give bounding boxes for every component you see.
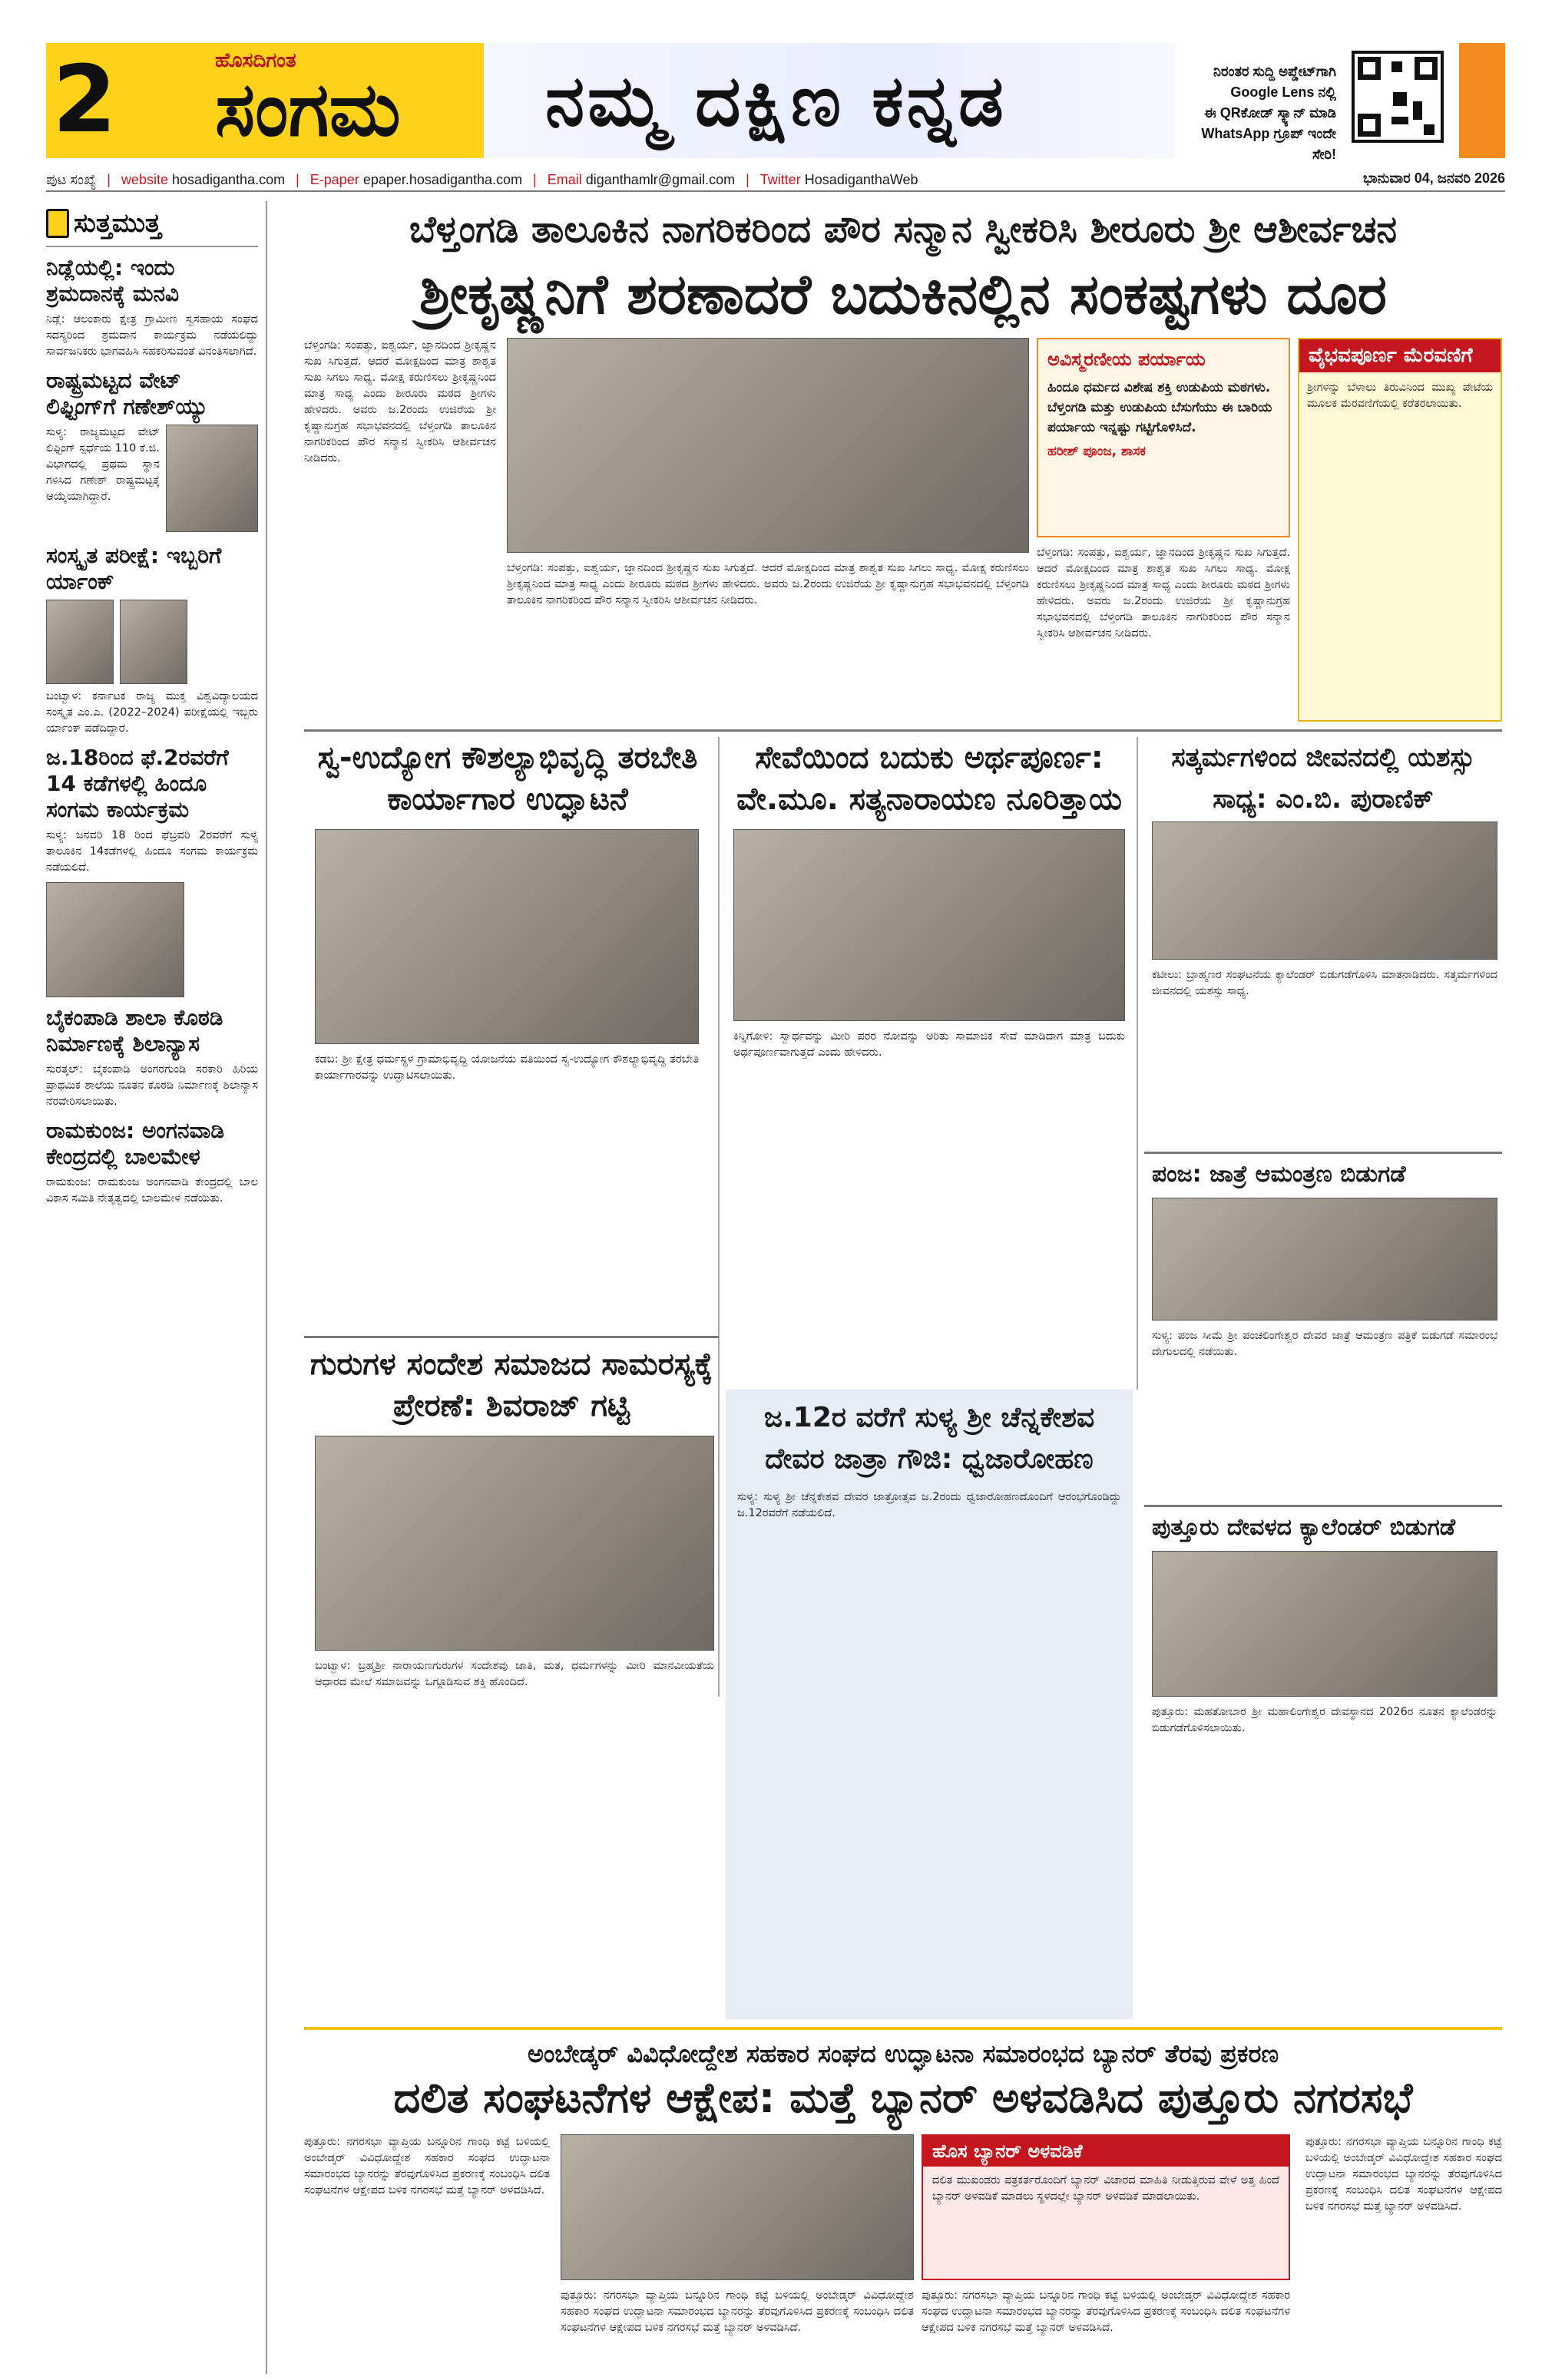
brand-big: ಸಂಗಮ bbox=[215, 66, 401, 154]
lead-kicker: ಬೆಳ್ತಂಗಡಿ ತಾಲೂಕಿನ ನಾಗರಿಕರಿಂದ ಪೌರ ಸನ್ಮಾನ ಸ್ವೀಕರಿಸಿ ಶೀರೂರು ಶ್ರೀ ಆಶೀರ್ವಚನ bbox=[409, 208, 1398, 251]
qr-note-line: Google Lens ನಲ್ಲಿ bbox=[1230, 84, 1336, 100]
bottom-body: ಪುತ್ತೂರು: ನಗರಸಭಾ ವ್ಯಾಪ್ತಿಯ ಬನ್ನೂರಿನ ಗಾಂಧಿ ಕಟ್ಟೆ ಬಳಿಯಲ್ಲಿ ಅಂಬೇಡ್ಕರ್ ವಿವಿಧೋದ್ದೇಶ ಸಹಕಾರ ಸಂಘದ ಉದ್ಘಾಟನಾ ಸಮಾರಂಭದ ಬ್ಯಾನರನ್ನು ತೆರವುಗೊಳಿಸಿದ ಪ್ರಕರಣಕ್ಕೆ ಸಂಬಂಧಿಸಿ ದಲಿತ ಸಂಘಟನೆಗಳ ಆಕ್ಷೇಪದ ಬಳಿಕ ನಗರಸಭೆ ಮತ್ತೆ ಬ್ಯಾನರ್ ಅಳವಡಿಸಿದೆ. bbox=[304, 2136, 550, 2197]
bottom-headline: ದಲಿತ ಸಂಘಟನೆಗಳ ಆಕ್ಷೇಪ: ಮತ್ತೆ ಬ್ಯಾನರ್ ಅಳವಡಿಸಿದ ಪುತ್ತೂರು ನಗರಸಭೆ bbox=[393, 2074, 1413, 2122]
divider bbox=[718, 737, 720, 1697]
story-body: ಪುತ್ತೂರು: ಮಹತೋಬಾರ ಶ್ರೀ ಮಹಾಲಿಂಗೇಶ್ವರ ದೇವಸ್ಥಾನದ 2026ರ ನೂತನ ಕ್ಯಾಲೆಂಡರನ್ನು ಬಿಡುಗಡೆಗೊಳಿಸಲಾಯಿತು. bbox=[1152, 1706, 1497, 1734]
brand-small: ಹೊಸದಿಗಂತ bbox=[215, 49, 296, 72]
bottom-body-cont: ಪುತ್ತೂರು: ನಗರಸಭಾ ವ್ಯಾಪ್ತಿಯ ಬನ್ನೂರಿನ ಗಾಂಧಿ ಕಟ್ಟೆ ಬಳಿಯಲ್ಲಿ ಅಂಬೇಡ್ಕರ್ ವಿವಿಧೋದ್ದೇಶ ಸಹಕಾರ ಸಂಘದ ಉದ್ಘಾಟನಾ ಸಮಾರಂಭದ ಬ್ಯಾನರನ್ನು ತೆರವುಗೊಳಿಸಿದ ಪ್ರಕರಣಕ್ಕೆ ಸಂಬಂಧಿಸಿ ದಲಿತ ಸಂಘಟನೆಗಳ ಆಕ್ಷೇಪದ ಬಳಿಕ ನಗರಸಭೆ ಮತ್ತೆ ಬ್ಯಾನರ್ ಅಳವಡಿಸಿದೆ. bbox=[922, 2289, 1290, 2334]
paryaya-title: ಅವಿಸ್ಮರಣೀಯ ಪರ್ಯಾಯ bbox=[1047, 349, 1206, 370]
twitter-label: Twitter bbox=[759, 171, 801, 187]
story-headline: ಸೇವೆಯಿಂದ ಬದುಕು ಅರ್ಥಪೂರ್ಣ: ವೇ.ಮೂ. ಸತ್ಯನಾರಾಯಣ ನೂರಿತ್ತಾಯ bbox=[736, 740, 1122, 817]
date: ಭಾನುವಾರ 04, ಜನವರಿ 2026 bbox=[1362, 170, 1505, 186]
left-headline: ಸಂಸ್ಕೃತ ಪರೀಕ್ಷೆ: ಇಬ್ಬರಿಗೆ ರ್ಯಾಂಕ್ bbox=[46, 543, 222, 594]
bottom-kicker: ಅಂಬೇಡ್ಕರ್ ವಿವಿಧೋದ್ದೇಶ ಸಹಕಾರ ಸಂಘದ ಉದ್ಘಾಟನಾ ಸಮಾರಂಭದ ಬ್ಯಾನರ್ ತೆರವು ಪ್ರಕರಣ bbox=[527, 2039, 1279, 2068]
banner-photo bbox=[561, 2134, 914, 2280]
qr-note-line: ಈ QRಕೋಡ್ ಸ್ಕ್ಯಾನ್ ಮಾಡಿ bbox=[1204, 105, 1336, 121]
divider bbox=[1144, 1505, 1502, 1507]
title-box bbox=[484, 43, 1175, 158]
left-body: ಸುರತ್ಕಲ್: ಬೈಕಂಪಾಡಿ ಅಂಗರಗುಂಡಿ ಸರಕಾರಿ ಹಿರಿಯ ಪ್ರಾಥಮಿಕ ಶಾಲೆಯ ನೂತನ ಕೊಠಡಿ ನಿರ್ಮಾಣಕ್ಕೆ ಶಿಲಾನ್ಯಾಸ ನೆರವೇರಿಸಲಾಯಿತು. bbox=[46, 1063, 258, 1108]
qr-note-line: ನಿರಂತರ ಸುದ್ದಿ ಅಪ್ಡೇಟ್‌ಗಾಗಿ bbox=[1213, 64, 1336, 79]
left-headline: ಬೈಕಂಪಾಡಿ ಶಾಲಾ ಕೊಠಡಿ ನಿರ್ಮಾಣಕ್ಕೆ ಶಿಲಾನ್ಯಾಸ bbox=[46, 1005, 223, 1056]
website-label: website bbox=[121, 171, 168, 187]
bottom-box-title: ಹೊಸ ಬ್ಯಾನರ್ ಅಳವಡಿಕೆ bbox=[923, 2136, 1289, 2167]
left-headline: ರಾಷ್ಟ್ರಮಟ್ಟದ ವೇಟ್ ಲಿಫ್ಟಿಂಗ್‌ಗೆ ಗಣೇಶ್‌ಯ್ಯು bbox=[46, 368, 209, 419]
email-link[interactable]: diganthamlr@gmail.com bbox=[585, 171, 736, 187]
side-box bbox=[1298, 338, 1502, 722]
story-photo bbox=[733, 829, 1125, 1021]
photo bbox=[46, 882, 184, 997]
paryaya-body: ಹಿಂದೂ ಧರ್ಮದ ವಿಶೇಷ ಶಕ್ತಿ ಉಡುಪಿಯ ಮಠಗಳು. ಬೆಳ್ತಂಗಡಿ ಮತ್ತು ಉಡುಪಿಯ ಬೆಸುಗೆಯು ಈ ಬಾರಿಯ ಪರ್ಯಾಯ ಇನ್ನಷ್ಟು ಗಟ್ಟಿಗೊಳಿಸಿದೆ. bbox=[1047, 380, 1272, 435]
left-headline: ನಿಡ್ಲೆಯಲ್ಲಿ: ಇಂದು ಶ್ರಮದಾನಕ್ಕೆ ಮನವಿ bbox=[46, 255, 180, 306]
divider bbox=[304, 2027, 1502, 2030]
brand-box bbox=[123, 43, 484, 158]
side-box-title: ವೈಭವಪೂರ್ಣ ಮೆರವಣಿಗೆ bbox=[1299, 339, 1501, 372]
lead-body-cont: ಬೆಳ್ತಂಗಡಿ: ಸಂಪತ್ತು, ಐಶ್ವರ್ಯ, ಜ್ಞಾನದಿಂದ ಶ್ರೀಕೃಷ್ಣನ ಸುಖ ಸಿಗುತ್ತದೆ. ಆದರೆ ಮೋಕ್ಷದಿಂದ ಮಾತ್ರ ಶಾಶ್ವತ ಸುಖ ಸಿಗಲು ಸಾಧ್ಯ. ಮೋಕ್ಷ ಕರುಣಿಸಲು ಶ್ರೀಕೃಷ್ಣನಿಂದ ಮಾತ್ರ ಸಾಧ್ಯ ಎಂದು ಶೀರೂರು ಮಠದ ಶ್ರೀಗಳು ಹೇಳಿದರು. ಅವರು ಜ.2ರಂದು ಉಜಿರೆಯ ಶ್ರೀ ಕೃಷ್ಣಾನುಗ್ರಹ ಸಭಾಭವನದಲ್ಲಿ ಬೆಳ್ತಂಗಡಿ ತಾಲೂಕಿನ ನಾಗರಿಕರಿಂದ ಪೌರ ಸನ್ಮಾನ ಸ್ವೀಕರಿಸಿ ಆಶೀರ್ವಚನ ನೀಡಿದರು. bbox=[507, 562, 1029, 607]
info-bar: ಪುಟ ಸಂಖ್ಯೆ | website hosadigantha.com | E-paper epaper.hosadigantha.com | Email diganthamlr@gmail.com | Twitter HosadiganthaWeb bbox=[46, 169, 1505, 192]
book-icon bbox=[46, 209, 69, 238]
column-title-text: ಸುತ್ತಮುತ್ತ bbox=[74, 208, 161, 239]
photo bbox=[120, 600, 187, 684]
divider bbox=[304, 729, 1502, 732]
left-body: ಸುಳ್ಯ: ರಾಜ್ಯಮಟ್ಟದ ವೇಟ್ ಲಿಫ್ಟಿಂಗ್ ಸ್ಪರ್ಧೆಯ 110 ಕೆ.ಜಿ. ವಿಭಾಗದಲ್ಲಿ ಪ್ರಥಮ ಸ್ಥಾನ ಗಳಿಸಿದ ಗಣೇಶ್ ರಾಷ್ಟ್ರಮಟ್ಟಕ್ಕೆ ಆಯ್ಕೆಯಾಗಿದ್ದಾರೆ. bbox=[46, 426, 160, 503]
bottom-box-body: ದಲಿತ ಮುಖಂಡರು ಪತ್ರಕರ್ತರೊಂದಿಗೆ ಬ್ಯಾನರ್ ವಿಚಾರದ ಮಾಹಿತಿ ನೀಡುತ್ತಿರುವ ವೇಳೆ ಅತ್ತ ಹಿಂದೆ ಬ್ಯಾನರ್ ಅಳವಡಿಕೆ ಮಾಡಲು ಸ್ಥಳದಲ್ಲೇ ಬ್ಯಾನರ್ ಅಳವಡಿಕೆ ಮಾಡಲಾಯಿತು. bbox=[932, 2174, 1279, 2203]
left-headline: ಜ.18ರಿಂದ ಫೆ.2ರವರೆಗೆ 14 ಕಡೆಗಳಲ್ಲಿ ಹಿಂದೂ ಸಂಗಮ ಕಾರ್ಯಕ್ರಮ bbox=[46, 745, 229, 822]
story-photo bbox=[315, 1436, 714, 1651]
left-body: ಬಂಟ್ವಾಳ: ಕರ್ನಾಟಕ ರಾಜ್ಯ ಮುಕ್ತ ವಿಶ್ವವಿದ್ಯಾಲಯದ ಸಂಸ್ಕೃತ ಎಂ.ಎ. (2022–2024) ಪರೀಕ್ಷೆಯಲ್ಲಿ ಇಬ್ಬರು ರ್ಯಾಂಕ್ ಪಡೆದಿದ್ದಾರೆ. bbox=[46, 690, 258, 735]
email-label: Email bbox=[547, 171, 582, 187]
paryaya-box bbox=[1037, 338, 1290, 537]
divider bbox=[304, 1336, 719, 1338]
story-headline: ಸ್ವ-ಉದ್ಯೋಗ ಕೌಶಲ್ಯಾಭಿವೃದ್ಧಿ ತರಬೇತಿ ಕಾರ್ಯಾಗಾರ ಉದ್ಘಾಟನೆ bbox=[317, 740, 698, 817]
story-body: ಕಡಬ: ಶ್ರೀ ಕ್ಷೇತ್ರ ಧರ್ಮಸ್ಥಳ ಗ್ರಾಮಾಭಿವೃದ್ಧಿ ಯೋಜನೆಯ ವತಿಯಿಂದ ಸ್ವ-ಉದ್ಯೋಗ ಕೌಶಲ್ಯಾಭಿವೃದ್ಧಿ ತರಬೇತಿ ಕಾರ್ಯಾಗಾರವನ್ನು ಉದ್ಘಾಟಿಸಲಾಯಿತು. bbox=[315, 1053, 699, 1082]
page-number: 2 bbox=[46, 43, 123, 158]
paryaya-author: ಹರೀಶ್ ಪೂಂಜ, ಶಾಸಕ bbox=[1047, 444, 1147, 459]
story-body: ಸುಳ್ಯ: ಸುಳ್ಯ ಶ್ರೀ ಚೆನ್ನಕೇಶವ ದೇವರ ಜಾತ್ರೋತ್ಸವ ಜ.2ರಂದು ಧ್ವಜಾರೋಹಣದೊಂದಿಗೆ ಆರಂಭಗೊಂಡಿದ್ದು ಜ.12ರವರೆಗೆ ನಡೆಯಲಿದೆ. bbox=[737, 1491, 1121, 1519]
story-body: ಕಟೀಲು: ಬ್ರಾಹ್ಮಣರ ಸಂಘಟನೆಯ ಕ್ಯಾಲೆಂಡರ್ ಬಿಡುಗಡೆಗೊಳಿಸಿ ಮಾತನಾಡಿದರು. ಸತ್ಕರ್ಮಗಳಿಂದ ಜೀವನದಲ್ಲಿ ಯಶಸ್ಸು ಸಾಧ್ಯ. bbox=[1152, 969, 1497, 997]
bottom-body-cont: ಪುತ್ತೂರು: ನಗರಸಭಾ ವ್ಯಾಪ್ತಿಯ ಬನ್ನೂರಿನ ಗಾಂಧಿ ಕಟ್ಟೆ ಬಳಿಯಲ್ಲಿ ಅಂಬೇಡ್ಕರ್ ವಿವಿಧೋದ್ದೇಶ ಸಹಕಾರ ಸಂಘದ ಉದ್ಘಾಟನಾ ಸಮಾರಂಭದ ಬ್ಯಾನರನ್ನು ತೆರವುಗೊಳಿಸಿದ ಪ್ರಕರಣಕ್ಕೆ ಸಂಬಂಧಿಸಿ ದಲಿತ ಸಂಘಟನೆಗಳ ಆಕ್ಷೇಪದ ಬಳಿಕ ನಗರಸಭೆ ಮತ್ತೆ ಬ್ಯಾನರ್ ಅಳವಡಿಸಿದೆ. bbox=[1305, 2136, 1502, 2213]
orange-accent bbox=[1459, 43, 1505, 158]
story-photo bbox=[1152, 1551, 1497, 1697]
divider bbox=[1144, 1152, 1502, 1154]
epaper-link[interactable]: epaper.hosadigantha.com bbox=[362, 171, 523, 187]
column-title bbox=[46, 201, 258, 247]
section-label: ಪುಟ ಸಂಖ್ಯೆ bbox=[46, 171, 97, 187]
photo bbox=[46, 600, 114, 684]
left-body: ನಿಡ್ಲೆ: ಆಲಂಕಾರು ಕ್ಷೇತ್ರ ಗ್ರಾಮೀಣ ಸ್ವಸಹಾಯ ಸಂಘದ ಸದಸ್ಯರಿಂದ ಶ್ರಮದಾನ ಕಾರ್ಯಕ್ರಮ ನಡೆಯಲಿದ್ದು ಸಾರ್ವಜನಿಕರು ಭಾಗವಹಿಸಿ ಸಹಕರಿಸುವಂತೆ ವಿನಂತಿಸಲಾಗಿದೆ. bbox=[46, 313, 258, 358]
left-headline: ರಾಮಕುಂಜ: ಅಂಗನವಾಡಿ ಕೇಂದ್ರದಲ್ಲಿ ಬಾಲಮೇಳ bbox=[46, 1118, 225, 1169]
divider bbox=[1137, 737, 1138, 1390]
website-link[interactable]: hosadigantha.com bbox=[171, 171, 286, 187]
story-body: ಸುಳ್ಯ: ಪಂಜ ಸೀಮೆ ಶ್ರೀ ಪಂಚಲಿಂಗೇಶ್ವರ ದೇವರ ಜಾತ್ರೆ ಆಮಂತ್ರಣ ಪತ್ರಿಕೆ ಬಿಡುಗಡೆ ಸಮಾರಂಭ ದೇಗುಲದಲ್ಲಿ ನಡೆಯಿತು. bbox=[1152, 1330, 1497, 1358]
story-photo bbox=[1152, 821, 1497, 960]
photo bbox=[166, 425, 258, 532]
story-body: ಬಂಟ್ವಾಳ: ಬ್ರಹ್ಮಶ್ರೀ ನಾರಾಯಣಗುರುಗಳ ಸಂದೇಶವು ಜಾತಿ, ಮತ, ಧರ್ಮಗಳನ್ನು ಮೀರಿ ಮಾನವೀಯತೆಯ ಆಧಾರದ ಮೇಲೆ ಸಮಾಜವನ್ನು ಒಗ್ಗೂಡಿಸುವ ಶಕ್ತಿ ಹೊಂದಿದೆ. bbox=[315, 1660, 714, 1688]
story-body: ಕಿನ್ನಿಗೋಳಿ: ಸ್ವಾರ್ಥವನ್ನು ಮೀರಿ ಪರರ ನೋವನ್ನು ಅರಿತು ಸಾಮಾಜಿಕ ಸೇವೆ ಮಾಡಿದಾಗ ಮಾತ್ರ ಬದುಕು ಅರ್ಥಪೂರ್ಣವಾಗುತ್ತದೆ ಎಂದು ಹೇಳಿದರು. bbox=[733, 1030, 1125, 1059]
left-column bbox=[46, 201, 267, 2374]
story-photo bbox=[1152, 1198, 1497, 1321]
story-headline: ಪುತ್ತೂರು ದೇವಳದ ಕ್ಯಾಲೆಂಡರ್ ಬಿಡುಗಡೆ bbox=[1152, 1514, 1456, 1541]
qr-code-icon[interactable] bbox=[1352, 51, 1444, 143]
lead-photo bbox=[507, 338, 1029, 553]
bottom-box bbox=[922, 2134, 1290, 2280]
bottom-body-cont: ಪುತ್ತೂರು: ನಗರಸಭಾ ವ್ಯಾಪ್ತಿಯ ಬನ್ನೂರಿನ ಗಾಂಧಿ ಕಟ್ಟೆ ಬಳಿಯಲ್ಲಿ ಅಂಬೇಡ್ಕರ್ ವಿವಿಧೋದ್ದೇಶ ಸಹಕಾರ ಸಂಘದ ಉದ್ಘಾಟನಾ ಸಮಾರಂಭದ ಬ್ಯಾನರನ್ನು ತೆರವುಗೊಳಿಸಿದ ಪ್ರಕರಣಕ್ಕೆ ಸಂಬಂಧಿಸಿ ದಲಿತ ಸಂಘಟನೆಗಳ ಆಕ್ಷೇಪದ ಬಳಿಕ ನಗರಸಭೆ ಮತ್ತೆ ಬ್ಯಾನರ್ ಅಳವಡಿಸಿದೆ. bbox=[561, 2289, 914, 2334]
lead-headline: ಶ್ರೀಕೃಷ್ಣನಿಗೆ ಶರಣಾದರೆ ಬದುಕಿನಲ್ಲಿನ ಸಂಕಷ್ಟಗಳು ದೂರ bbox=[419, 262, 1387, 326]
side-box-body: ಶ್ರೀಗಳನ್ನು ಬೆಳಾಲು ತಿರುವಿನಿಂದ ಮುಖ್ಯ ಪೇಟೆಯ ಮೂಲಕ ಮೆರವಣಿಗೆಯಲ್ಲಿ ಕರೆತರಲಾಯಿತು. bbox=[1307, 382, 1493, 410]
story-headline: ಪಂಜ: ಜಾತ್ರೆ ಆಮಂತ್ರಣ ಬಿಡುಗಡೆ bbox=[1152, 1161, 1406, 1188]
lead-body-cont: ಬೆಳ್ತಂಗಡಿ: ಸಂಪತ್ತು, ಐಶ್ವರ್ಯ, ಜ್ಞಾನದಿಂದ ಶ್ರೀಕೃಷ್ಣನ ಸುಖ ಸಿಗುತ್ತದೆ. ಆದರೆ ಮೋಕ್ಷದಿಂದ ಮಾತ್ರ ಶಾಶ್ವತ ಸುಖ ಸಿಗಲು ಸಾಧ್ಯ. ಮೋಕ್ಷ ಕರುಣಿಸಲು ಶ್ರೀಕೃಷ್ಣನಿಂದ ಮಾತ್ರ ಸಾಧ್ಯ ಎಂದು ಶೀರೂರು ಮಠದ ಶ್ರೀಗಳು ಹೇಳಿದರು. ಅವರು ಜ.2ರಂದು ಉಜಿರೆಯ ಶ್ರೀ ಕೃಷ್ಣಾನುಗ್ರಹ ಸಭಾಭವನದಲ್ಲಿ ಬೆಳ್ತಂಗಡಿ ತಾಲೂಕಿನ ನಾಗರಿಕರಿಂದ ಪೌರ ಸನ್ಮಾನ ಸ್ವೀಕರಿಸಿ ಆಶೀರ್ವಚನ ನೀಡಿದರು. bbox=[1037, 547, 1290, 640]
page-title: ನಮ್ಮ ದಕ್ಷಿಣ ಕನ್ನಡ bbox=[545, 60, 1007, 142]
epaper-label: E-paper bbox=[309, 171, 359, 187]
masthead bbox=[46, 43, 1505, 162]
story-headline: ಜ.12ರ ವರೆಗೆ ಸುಳ್ಯ ಶ್ರೀ ಚೆನ್ನಕೇಶವ ದೇವರ ಜಾತ್ರಾ ಗೌಜಿ: ಧ್ವಜಾರೋಹಣ bbox=[763, 1402, 1095, 1475]
lead-body: ಬೆಳ್ತಂಗಡಿ: ಸಂಪತ್ತು, ಐಶ್ವರ್ಯ, ಜ್ಞಾನದಿಂದ ಶ್ರೀಕೃಷ್ಣನ ಸುಖ ಸಿಗುತ್ತದೆ. ಆದರೆ ಮೋಕ್ಷದಿಂದ ಮಾತ್ರ ಶಾಶ್ವತ ಸುಖ ಸಿಗಲು ಸಾಧ್ಯ. ಮೋಕ್ಷ ಕರುಣಿಸಲು ಶ್ರೀಕೃಷ್ಣನಿಂದ ಮಾತ್ರ ಸಾಧ್ಯ ಎಂದು ಶೀರೂರು ಮಠದ ಶ್ರೀಗಳು ಹೇಳಿದರು. ಅವರು ಜ.2ರಂದು ಉಜಿರೆಯ ಶ್ರೀ ಕೃಷ್ಣಾನುಗ್ರಹ ಸಭಾಭವನದಲ್ಲಿ ಬೆಳ್ತಂಗಡಿ ತಾಲೂಕಿನ ನಾಗರಿಕರಿಂದ ಪೌರ ಸನ್ಮಾನ ಸ್ವೀಕರಿಸಿ ಆಶೀರ್ವಚನ ನೀಡಿದರು. bbox=[304, 339, 496, 464]
left-body: ಸುಳ್ಯ: ಜನವರಿ 18 ರಿಂದ ಫೆಬ್ರವರಿ 2ರವರೆಗೆ ಸುಳ್ಯ ತಾಲೂಕಿನ 14ಕಡೆಗಳಲ್ಲಿ ಹಿಂದೂ ಸಂಗಮ ಕಾರ್ಯಕ್ರಮ ನಡೆಯಲಿದೆ. bbox=[46, 829, 258, 874]
story-headline: ಸತ್ಕರ್ಮಗಳಿಂದ ಜೀವನದಲ್ಲಿ ಯಶಸ್ಸು ಸಾಧ್ಯ: ಎಂ.ಬಿ. ಪುರಾಣಿಕ್ bbox=[1171, 742, 1475, 815]
story-headline: ಗುರುಗಳ ಸಂದೇಶ ಸಮಾಜದ ಸಾಮರಸ್ಯಕ್ಕೆ ಪ್ರೇರಣೆ: ಶಿವರಾಜ್ ಗಟ್ಟಿ bbox=[309, 1347, 713, 1423]
qr-note-line: WhatsApp ಗ್ರೂಪ್ ಇಂದೇ ಸೇರಿ! bbox=[1201, 126, 1336, 162]
twitter-link[interactable]: HosadiganthaWeb bbox=[804, 171, 918, 187]
left-body: ರಾಮಕುಂಜ: ರಾಮಕುಂಜ ಅಂಗನವಾಡಿ ಕೇಂದ್ರದಲ್ಲಿ ಬಾಲ ವಿಕಾಸ ಸಮಿತಿ ನೇತೃತ್ವದಲ್ಲಿ ಬಾಲಮೇಳ ನಡೆಯಿತು. bbox=[46, 1176, 258, 1205]
story-photo bbox=[315, 829, 699, 1044]
qr-note bbox=[1183, 61, 1336, 165]
